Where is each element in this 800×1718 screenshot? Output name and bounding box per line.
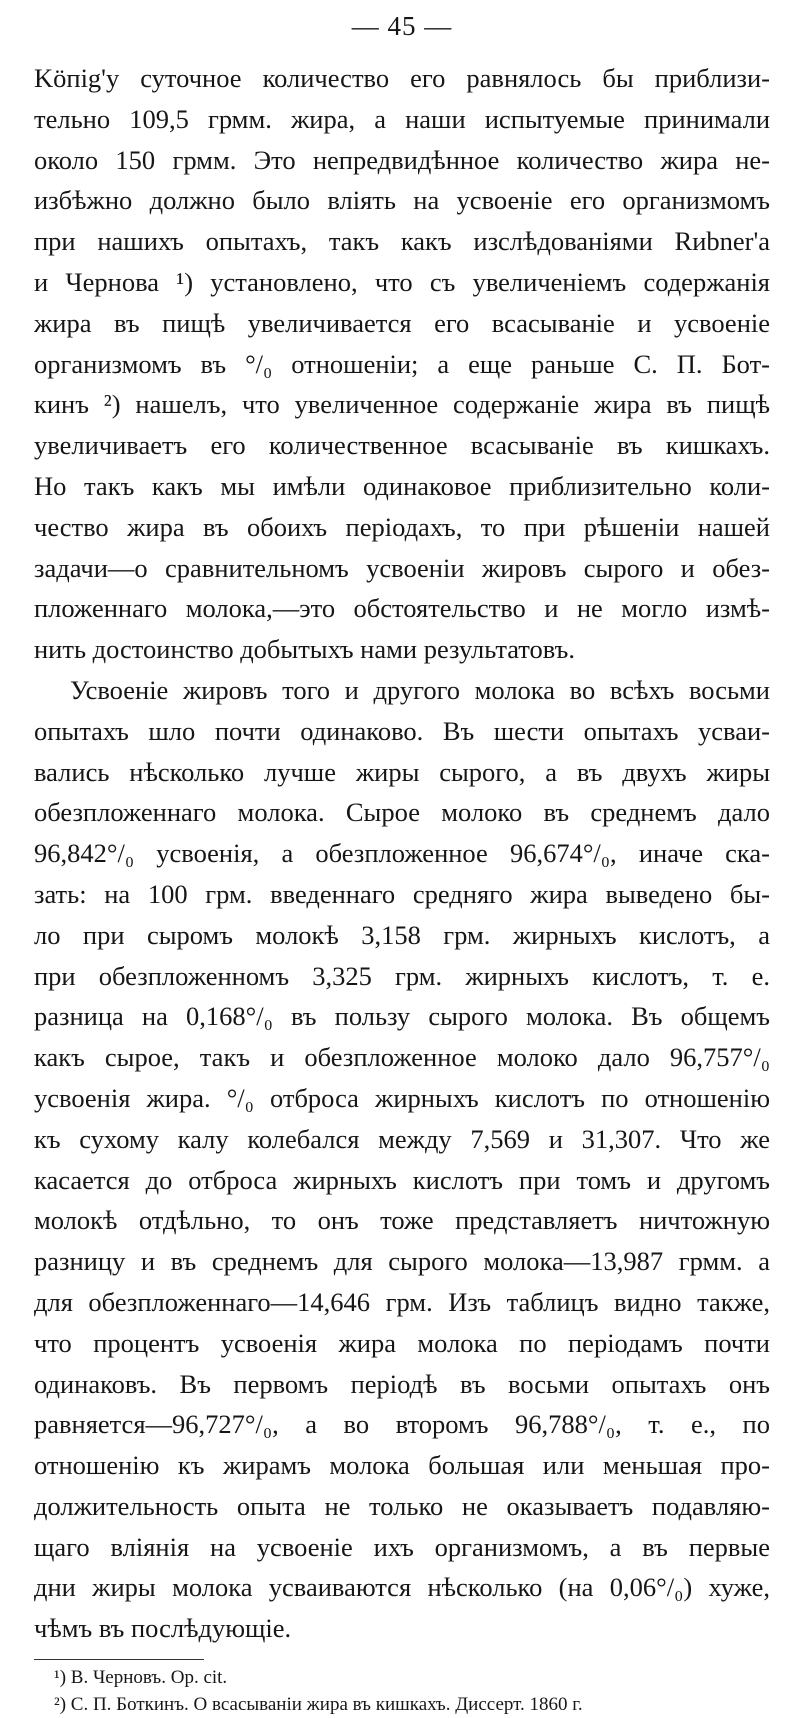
page (34, 8, 770, 1718)
footnote-divider (34, 1659, 204, 1660)
text-line: отношенiю къ жирамъ молока большая или меньшая про- (34, 1450, 770, 1481)
text-line: для обезпложеннаго—14,646 грм. Изъ таблицъ видно также, (34, 1286, 770, 1317)
text-line: опытахъ шло почти одинаково. Въ шести опытахъ усваи- (34, 715, 770, 746)
text-line: задачи—о сравнительномъ усвоенiи жировъ сырого и обез- (34, 552, 770, 583)
text-line: увеличиваетъ его количественное всасыванiе въ кишкахъ. (34, 430, 770, 461)
footnotes (34, 1664, 770, 1718)
text-line: вались нѣсколько лучше жиры сырого, а въ двухъ жиры (34, 756, 770, 787)
text-line: и Чернова ¹) установлено, что съ увеличенiемъ содержанiя (34, 266, 770, 297)
text-line: дни жиры молока усваиваются нѣсколько (на 0,06°/₀) хуже, (34, 1572, 770, 1603)
text-line: одинаковъ. Въ первомъ перiодѣ въ восьми опытахъ онъ (34, 1368, 770, 1399)
body-text (34, 58, 770, 1649)
footnote-2: ²) С. П. Боткинъ. О всасыванiи жира въ кишкахъ. Диссерт. 1860 г. (54, 1694, 583, 1716)
text-line: обезпложеннаго молока. Сырое молоко въ среднемъ дало (34, 797, 770, 828)
text-line: разница на 0,168°/₀ въ пользу сырого молока. Въ общемъ (34, 1001, 770, 1032)
footnote-1: ¹) В. Черновъ. Op. cit. (54, 1667, 228, 1689)
text-line: щаго влiянiя на усвоенiе ихъ организмомъ, а въ первые (34, 1531, 770, 1562)
text-line: Но такъ какъ мы имѣли одинаковое приблизительно коли- (34, 470, 770, 501)
text-line: молокѣ отдѣльно, то онъ тоже представляетъ ничтожную (34, 1205, 770, 1236)
text-line: избѣжно должно было влiять на усвоенiе его организмомъ (34, 185, 770, 216)
text-line: при нашихъ опытахъ, такъ какъ изслѣдованiями Rиbner'а (34, 226, 770, 257)
text-line: чество жира въ обоихъ перiодахъ, то при рѣшенiи нашей (34, 511, 770, 542)
text-line: разницу и въ среднемъ для сырого молока—13,987 грмм. а (34, 1246, 770, 1277)
text-line: около 150 грмм. Это непредвидѣнное количество жира не- (34, 144, 770, 175)
text-line: кинъ ²) нашелъ, что увеличенное содержанiе жира въ пищѣ (34, 389, 770, 420)
text-line: организмомъ въ °/₀ отношенiи; а еще раньше С. П. Бот- (34, 348, 770, 379)
text-line: Усвоенiе жировъ того и другого молока во всѣхъ восьми (70, 674, 770, 705)
text-line: къ сухому калу колебался между 7,569 и 31,307. Что же (34, 1123, 770, 1154)
text-line: какъ сырое, такъ и обезпложенное молоко дало 96,757°/₀ (34, 1042, 770, 1073)
text-line: усвоенiя жира. °/₀ отброса жирныхъ кислотъ по отношенiю (34, 1082, 770, 1113)
text-line: должительность опыта не только не оказываетъ подавляю- (34, 1490, 770, 1521)
text-line: равняется—96,727°/₀, а во второмъ 96,788°/₀, т. е., по (34, 1409, 770, 1440)
text-line: чѣмъ въ послѣдующiе. (34, 1613, 292, 1644)
page-number: — 45 — (351, 11, 453, 41)
text-line: пложеннаго молока,—это обстоятельство и не могло измѣ- (34, 593, 770, 624)
text-line: Köпig'у суточное количество его равнялось бы приблизи- (34, 63, 770, 93)
text-line: 96,842°/₀ усвоенiя, а обезпложенное 96,674°/₀, иначе ска- (34, 838, 770, 869)
text-line: ло при сыромъ молокѣ 3,158 грм. жирныхъ кислотъ, а (34, 919, 770, 950)
text-line: что процентъ усвоенiя жира молока по перiодамъ почти (34, 1327, 770, 1358)
text-line: жира въ пищѣ увеличивается его всасыванiе и усвоенiе (34, 307, 770, 338)
text-line: касается до отброса жирныхъ кислотъ при томъ и другомъ (34, 1164, 770, 1195)
text-line: при обезпложенномъ 3,325 грм. жирныхъ кислотъ, т. е. (34, 960, 770, 991)
text-line: нить достоинство добытыхъ нами результатовъ. (34, 634, 575, 665)
text-line: зать: на 100 грм. введеннаго средняго жира выведено бы- (34, 878, 770, 909)
text-line: тельно 109,5 грмм. жира, а наши испытуемые принимали (34, 103, 770, 134)
